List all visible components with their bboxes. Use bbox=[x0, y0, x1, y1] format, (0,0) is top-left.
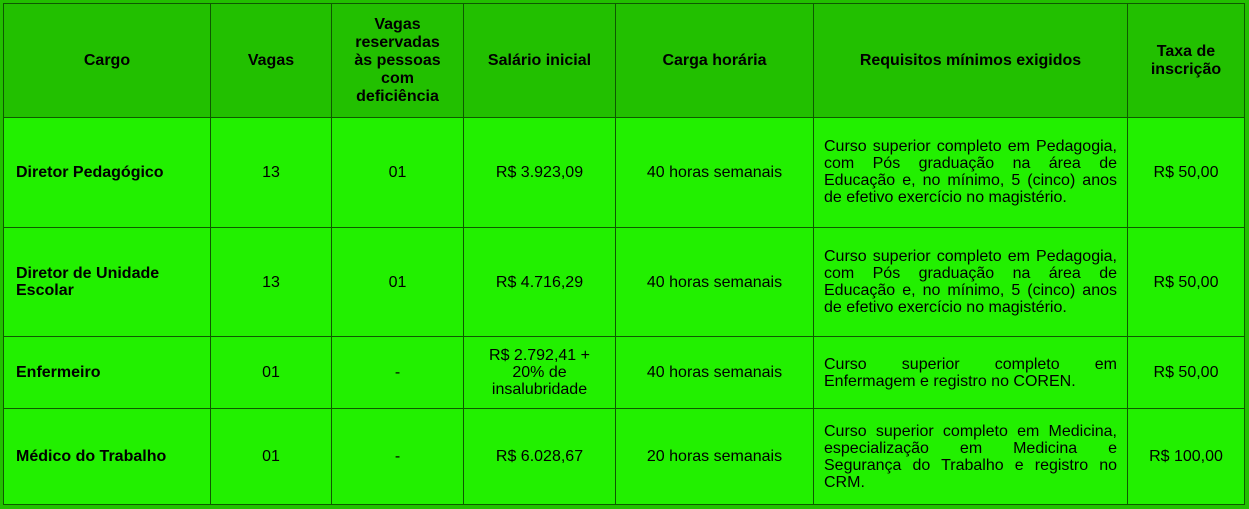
cell-salario: R$ 6.028,67 bbox=[464, 409, 616, 505]
header-salario: Salário inicial bbox=[464, 4, 616, 118]
header-taxa: Taxa de inscrição bbox=[1128, 4, 1245, 118]
cell-salario: R$ 4.716,29 bbox=[464, 227, 616, 337]
cell-vagas-pcd: - bbox=[332, 337, 464, 409]
header-row bbox=[4, 4, 1245, 118]
header-vagas-pcd: Vagas reservadas às pessoas com deficiência bbox=[332, 4, 464, 118]
cell-requisitos: Curso superior completo em Enfermagem e registro no COREN. bbox=[814, 337, 1128, 409]
cell-carga: 20 horas semanais bbox=[616, 409, 814, 505]
cell-cargo: Médico do Trabalho bbox=[4, 409, 211, 505]
cell-vagas: 01 bbox=[211, 337, 332, 409]
table-row bbox=[4, 227, 1245, 337]
cell-salario: R$ 3.923,09 bbox=[464, 118, 616, 228]
cell-cargo: Diretor de Unidade Escolar bbox=[4, 227, 211, 337]
cell-salario: R$ 2.792,41 + 20% de insalubridade bbox=[464, 337, 616, 409]
table-row bbox=[4, 118, 1245, 228]
header-requisitos: Requisitos mínimos exigidos bbox=[814, 4, 1128, 118]
cell-requisitos: Curso superior completo em Pedagogia, com Pós graduação na área de Educação e, no mínimo, 5 (cinco) anos de efetivo exercício no magistério. bbox=[814, 227, 1128, 337]
cell-vagas: 01 bbox=[211, 409, 332, 505]
cell-taxa: R$ 100,00 bbox=[1128, 409, 1245, 505]
cell-taxa: R$ 50,00 bbox=[1128, 337, 1245, 409]
table-row bbox=[4, 337, 1245, 409]
cell-vagas-pcd: 01 bbox=[332, 227, 464, 337]
cell-carga: 40 horas semanais bbox=[616, 227, 814, 337]
cell-taxa: R$ 50,00 bbox=[1128, 227, 1245, 337]
vagas-table bbox=[3, 3, 1245, 505]
header-cargo: Cargo bbox=[4, 4, 211, 118]
cell-carga: 40 horas semanais bbox=[616, 118, 814, 228]
header-vagas: Vagas bbox=[211, 4, 332, 118]
cell-taxa: R$ 50,00 bbox=[1128, 118, 1245, 228]
cell-cargo: Diretor Pedagógico bbox=[4, 118, 211, 228]
cell-vagas-pcd: - bbox=[332, 409, 464, 505]
cell-requisitos: Curso superior completo em Medicina, especialização em Medicina e Segurança do Trabalho e registro no CRM. bbox=[814, 409, 1128, 505]
cell-vagas: 13 bbox=[211, 227, 332, 337]
header-carga: Carga horária bbox=[616, 4, 814, 118]
cell-carga: 40 horas semanais bbox=[616, 337, 814, 409]
table-row bbox=[4, 409, 1245, 505]
cell-cargo: Enfermeiro bbox=[4, 337, 211, 409]
cell-requisitos: Curso superior completo em Pedagogia, com Pós graduação na área de Educação e, no mínimo, 5 (cinco) anos de efetivo exercício no magistério. bbox=[814, 118, 1128, 228]
cell-vagas-pcd: 01 bbox=[332, 118, 464, 228]
cell-vagas: 13 bbox=[211, 118, 332, 228]
